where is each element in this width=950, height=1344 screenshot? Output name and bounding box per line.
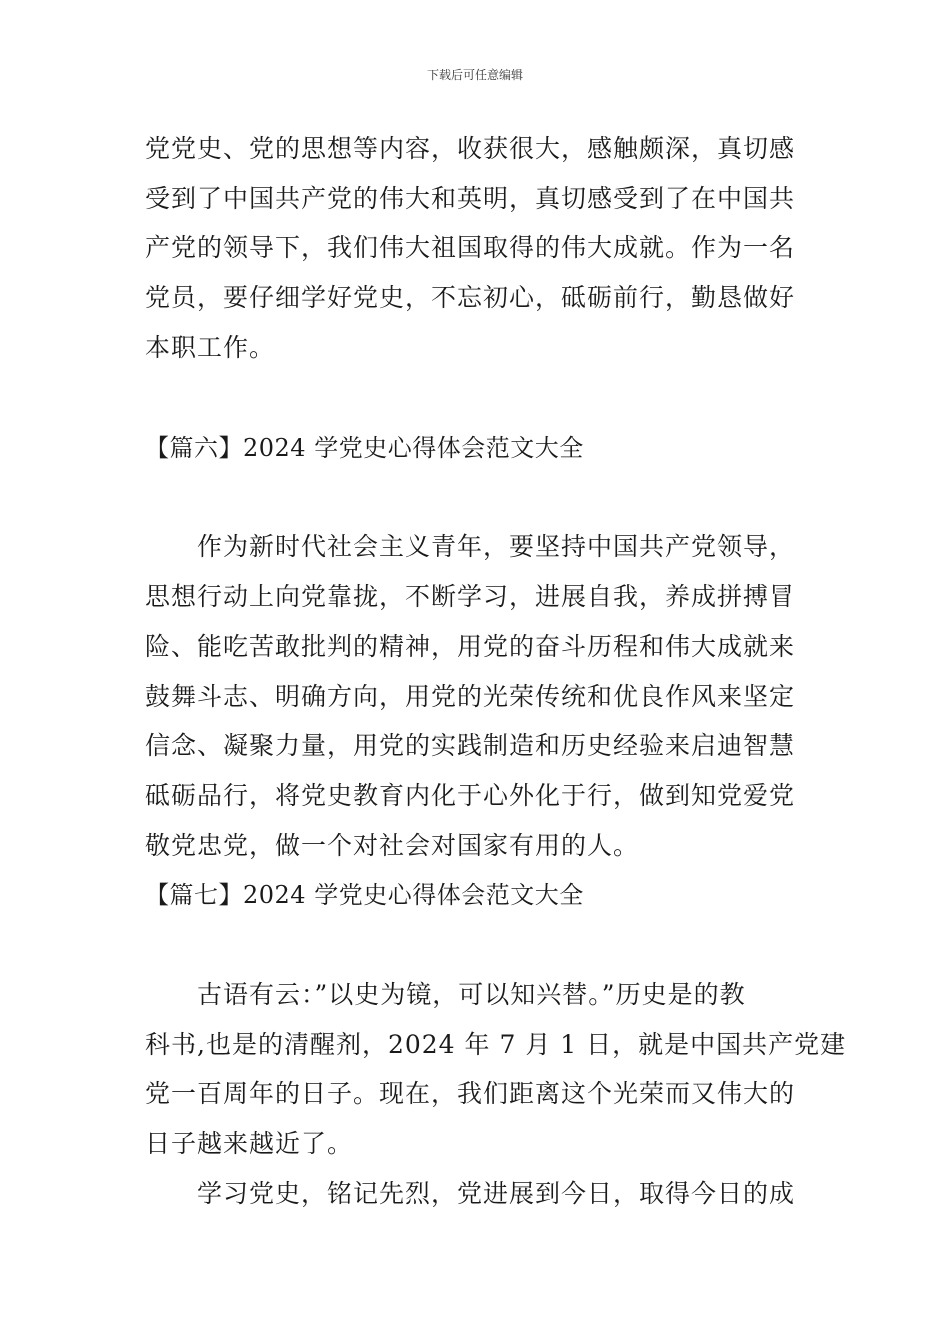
paragraph-line: 险、能吃苦敢批判的精神，用党的奋斗历程和伟大成就来: [145, 632, 796, 661]
paragraph-line: 党一百周年的日子。现在，我们距离这个光荣而又伟大的: [145, 1079, 796, 1108]
paragraph-line: 鼓舞斗志、明确方向，用党的光荣传统和优良作风来坚定: [145, 682, 796, 711]
paragraph-line: 敬党忠党，做一个对社会对国家有用的人。: [145, 831, 640, 860]
paragraph-line: 受到了中国共产党的伟大和英明，真切感受到了在中国共: [145, 184, 796, 213]
paragraph-line: 学习党史，铭记先烈，党进展到今日，取得今日的成: [197, 1179, 796, 1208]
paragraph-line: 思想行动上向党靠拢，不断学习，进展自我，养成拼搏冒: [145, 582, 796, 611]
section-title: 【篇七】2024 学党史心得体会范文大全: [145, 881, 584, 909]
section-title: 【篇六】2024 学党史心得体会范文大全: [145, 434, 584, 462]
paragraph-line: 作为新时代社会主义青年，要坚持中国共产党领导，: [197, 532, 796, 561]
paragraph-line: 党员，要仔细学好党史，不忘初心，砥砺前行，勤恳做好: [145, 283, 796, 312]
paragraph-line: 日子越来越近了。: [145, 1129, 354, 1158]
paragraph-line: 信念、凝聚力量，用党的实践制造和历史经验来启迪智慧: [145, 731, 796, 760]
paragraph-line: 产党的领导下，我们伟大祖国取得的伟大成就。作为一名: [145, 233, 796, 262]
paragraph-line: 砥砺品行，将党史教育内化于心外化于行，做到知党爱党: [145, 781, 796, 810]
page-header: 下载后可任意编辑: [426, 68, 523, 82]
paragraph-line: 科书,也是的清醒剂，2024 年 7 月 1 日，就是中国共产党建: [145, 1030, 847, 1059]
paragraph-line: 党党史、党的思想等内容，收获很大，感触颇深，真切感: [145, 134, 796, 163]
paragraph-line: 古语有云：”以史为镜，可以知兴替。”历史是的教: [197, 980, 746, 1009]
paragraph-line: 本职工作。: [145, 333, 276, 362]
